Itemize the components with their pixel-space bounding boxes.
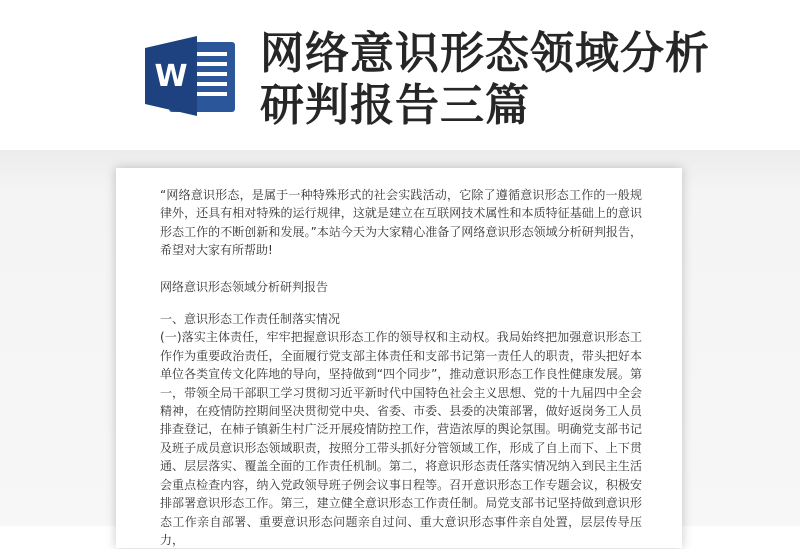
word-icon-letter: W bbox=[154, 59, 188, 94]
document-heading: 网络意识形态领域分析研判报告 bbox=[160, 279, 329, 294]
document-title: 网络意识形态领域分析研判报告三篇 bbox=[260, 28, 710, 131]
header bbox=[0, 0, 800, 150]
word-document-icon bbox=[143, 36, 239, 116]
document-text bbox=[160, 186, 642, 549]
section-heading: 一、意识形态工作责任制落实情况 bbox=[160, 312, 341, 327]
intro-paragraph: “网络意识形态，是属于一种特殊形式的社会实践活动，它除了遵循意识形态工作的一般规律外，还具有相对特殊的运行规律，这就是建立在互联网技术属性和本质特征基础上的意识形态工作的不断创新和发展。”本站今天为大家精心准备了网络意识形态领域分析研判报告，希望对大家有所帮助! bbox=[160, 188, 642, 258]
body-paragraph: (一)落实主体责任，牢牢把握意识形态工作的领导权和主动权。我局始终把加强意识形态工作作为重要政治责任，全面履行党支部主体责任和支部书记第一责任人的职责，带头把好本单位各类宣传文化阵地的导向，坚持做到“四个同步”，推动意识形态工作良性健康发展。第一，带领全局干部职工学习贯彻习近平新时代中国特色社会主义思想、党的十九届四中全会精神，在疫情防控期间坚决贯彻党中央、省委、市委、县委的决策部署，做好返岗务工人员排查登记，在柿子镇新生村广泛开展疫情防控工作，营造浓厚的舆论氛围。明确党支部书记及班子成员意识形态领域职责，按照分工带头抓好分管领域工作，形成了自上而下、上下贯通、层层落实、覆盖全面的工作责任机制。第二，将意识形态责任落实情况纳入到民主生活会重点检查内容，纳入党政领导班子例会议事日程等。召开意识形态工作专题会议，积极安排部署意识形态工作。第三，建立健全意识形态工作责任制。局党支部书记坚持做到意识形态工作亲自部署、重要意识形态问题亲自过问、重大意识形态事件亲自处置，层层传导压力， bbox=[160, 330, 642, 547]
